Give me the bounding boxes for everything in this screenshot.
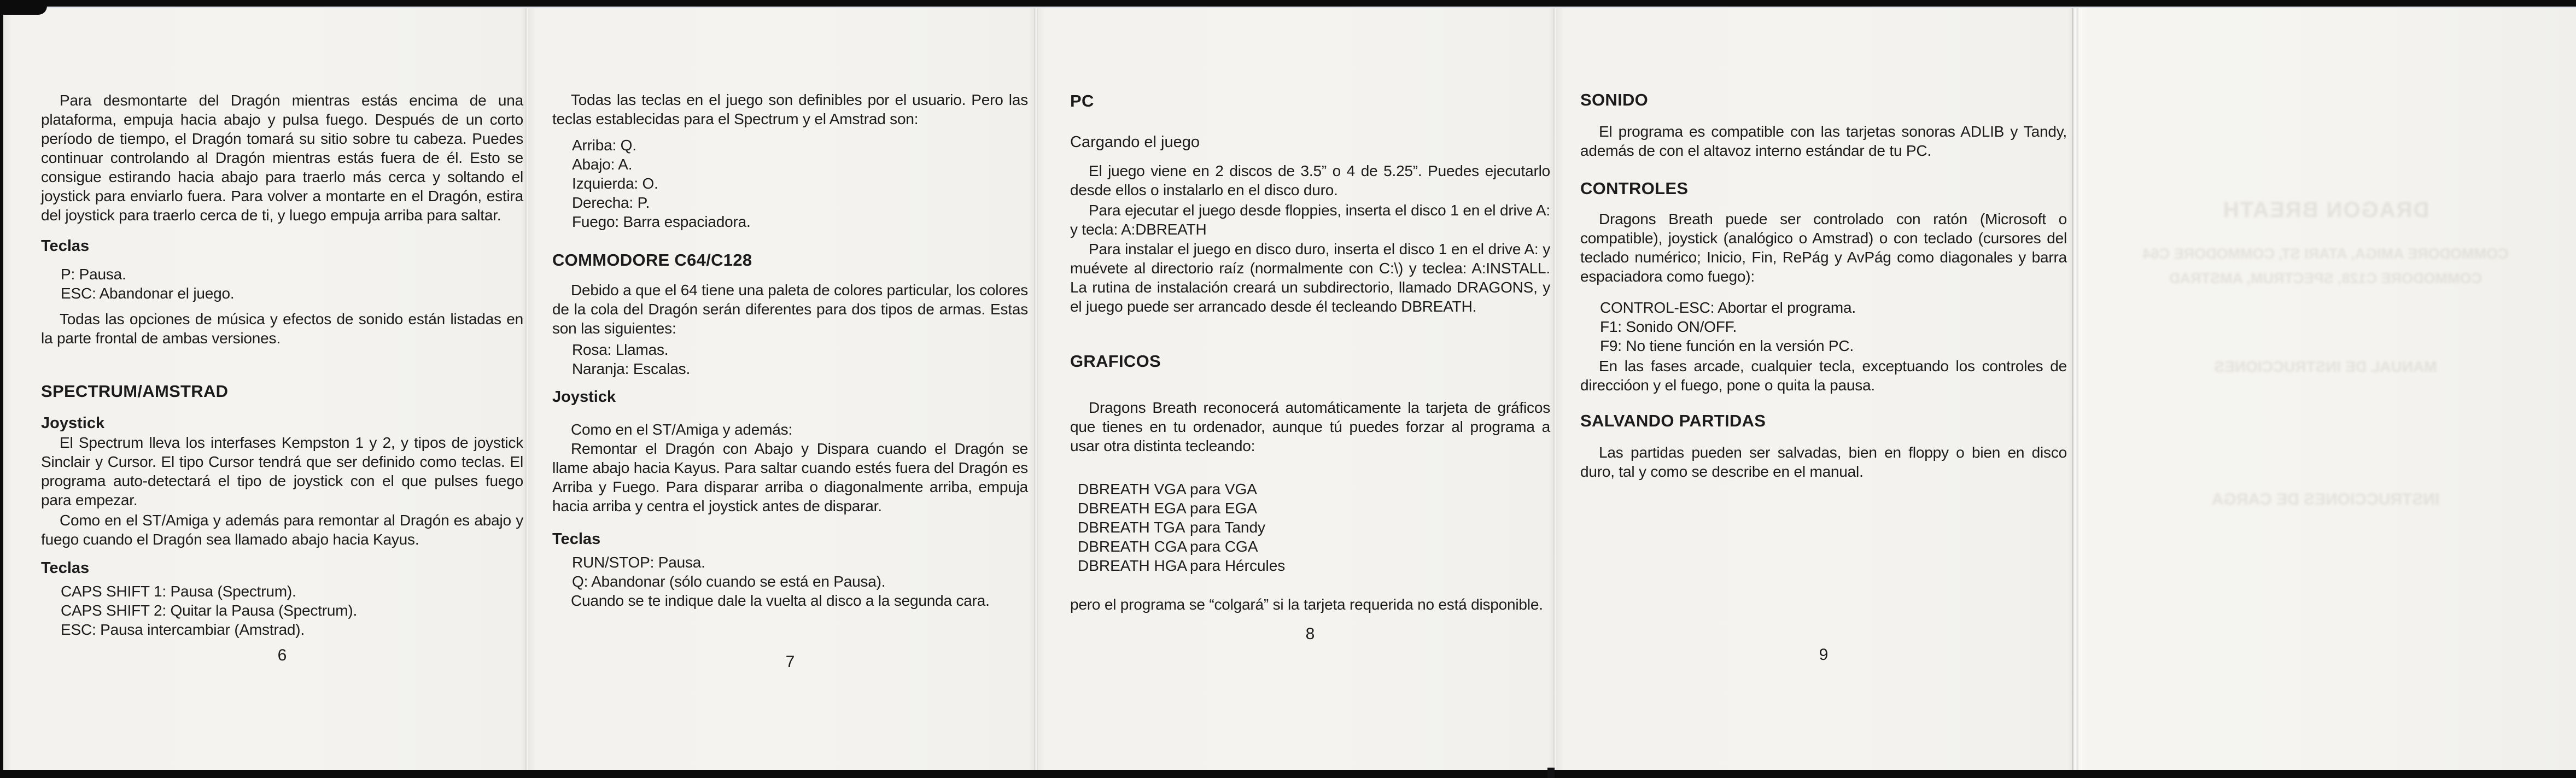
fold-crease bbox=[1553, 7, 1557, 770]
key-line: RUN/STOP: Pausa. bbox=[572, 554, 705, 571]
heading-teclas: Teclas bbox=[41, 237, 90, 255]
key-line: F9: No tiene función en la versión PC. bbox=[1600, 337, 1854, 354]
page-9 bbox=[1556, 7, 2075, 770]
heading-teclas: Teclas bbox=[552, 530, 601, 548]
command-cell: DBREATH VGA bbox=[1078, 481, 1187, 498]
paragraph: El programa es compatible con las tarjetas sonoras ADLIB y Tandy, además de con el altavoz interno estándar de tu PC. bbox=[1580, 123, 2067, 159]
heading-graficos: GRAFICOS bbox=[1070, 352, 1161, 371]
ghost-line: MANUAL DE INSTRUCCIONES bbox=[2214, 358, 2437, 375]
paragraph: El juego viene en 2 discos de 3.5” o 4 de 5.25”. Puedes ejecutarlo desde ellos o instalarlo en el disco duro. bbox=[1070, 162, 1550, 198]
key-line: Rosa: Llamas. bbox=[572, 341, 669, 358]
key-line: CAPS SHIFT 1: Pausa (Spectrum). bbox=[61, 583, 296, 600]
paragraph: Dragons Breath reconocerá automáticamente la tarjeta de gráficos que tienes en tu ordenador, aunque tú puedes forzar al programa a usar otra distinta tecleando: bbox=[1070, 399, 1550, 454]
page-number: 7 bbox=[785, 653, 795, 671]
key-line: CAPS SHIFT 2: Quitar la Pausa (Spectrum). bbox=[61, 602, 358, 619]
description-cell: para VGA bbox=[1190, 481, 1257, 498]
bleed-through-text bbox=[2075, 198, 2576, 509]
paragraph: Dragons Breath puede ser controlado con ratón (Microsoft o compatible), joystick (analógico o Amstrad) o con teclado (cursores del teclado numérico; Inicio, Fin, RePág y AvPág como diagonales y barra espaciadora como fuego): bbox=[1580, 210, 2067, 285]
description-cell: para EGA bbox=[1190, 500, 1257, 517]
ghost-line: COMMODORE C128, SPECTRUM, AMSTRAD bbox=[2169, 270, 2482, 286]
paragraph: Todas las teclas en el juego son definibles por el usuario. Pero las teclas establecidas para el Spectrum y el Amstrad son: bbox=[552, 91, 1028, 127]
heading-pc: PC bbox=[1070, 91, 1094, 110]
key-list bbox=[1580, 298, 2067, 355]
paragraph: En las fases arcade, cualquier tecla, exceptuando los controles de direccióon y el fuego, pone o quita la pausa. bbox=[1580, 358, 2067, 394]
heading-joystick: Joystick bbox=[552, 388, 616, 406]
page-edge bbox=[2072, 7, 2078, 770]
ghost-line: INSTRUCCIONES DE CARGA bbox=[2211, 490, 2440, 508]
ink-mark bbox=[1547, 768, 1555, 778]
key-list bbox=[41, 582, 523, 639]
command-cell: DBREATH EGA bbox=[1078, 500, 1187, 517]
key-line: Derecha: P. bbox=[572, 194, 650, 211]
paragraph: Todas las opciones de música y efectos de sonido están listadas en la parte frontal de ambas versiones. bbox=[41, 311, 523, 347]
ghost-line: DRAGON BREATH bbox=[2222, 198, 2429, 222]
page-number: 8 bbox=[1305, 625, 1315, 643]
page-number: 9 bbox=[1819, 646, 1829, 664]
key-line: ESC: Abandonar el juego. bbox=[61, 285, 235, 302]
paragraph: Para ejecutar el juego desde floppies, inserta el disco 1 en el drive A: y tecla: A:DBREATH bbox=[1070, 202, 1550, 238]
paragraph: Para desmontarte del Dragón mientras estás encima de una plataforma, empuja hacia abajo y pulsa fuego. Después de un corto período de tiempo, el Dragón tomará su sitio sobre tu cabeza. Puedes continuar controlando al Dragón mientras estás fuera de él. Esto se consigue estirando hacia abajo para traerlo más cerca y soltando el joystick para enviarlo fuera. Para volver a montarte en el Dragón, estira del joystick para traerlo cerca de ti, y luego empuja arriba para saltar. bbox=[41, 92, 523, 224]
heading-joystick: Joystick bbox=[41, 414, 105, 432]
table-row bbox=[1078, 537, 1550, 556]
key-list bbox=[552, 136, 1028, 231]
paragraph: Cuando se te indique dale la vuelta al disco a la segunda cara. bbox=[571, 592, 990, 609]
page-6 bbox=[3, 7, 528, 770]
fold-crease bbox=[525, 7, 529, 770]
paragraph: Como en el ST/Amiga y además: bbox=[571, 421, 793, 438]
heading-controles: CONTROLES bbox=[1580, 179, 1689, 198]
key-line: ESC: Pausa intercambiar (Amstrad). bbox=[61, 621, 305, 638]
key-line: Arriba: Q. bbox=[572, 137, 636, 154]
page-corner-shadow bbox=[0, 0, 47, 15]
paragraph: pero el programa se “colgará” si la tarjeta requerida no está disponible. bbox=[1070, 596, 1543, 613]
table-row bbox=[1078, 518, 1550, 537]
key-line: P: Pausa. bbox=[61, 266, 126, 283]
paragraph: Debido a que el 64 tiene una paleta de colores particular, los colores de la cola del Dragón serán diferentes para dos tipos de armas. Estas son las siguientes: bbox=[552, 282, 1028, 337]
key-line: F1: Sonido ON/OFF. bbox=[1600, 318, 1737, 335]
heading-spectrum-amstrad: SPECTRUM/AMSTRAD bbox=[41, 382, 229, 401]
description-cell: para Hércules bbox=[1190, 557, 1286, 574]
key-line: Fuego: Barra espaciadora. bbox=[572, 213, 751, 230]
heading-commodore: COMMODORE C64/C128 bbox=[552, 250, 752, 270]
command-cell: DBREATH HGA bbox=[1078, 557, 1188, 574]
description-cell: para CGA bbox=[1190, 538, 1258, 555]
page-8 bbox=[1036, 7, 1556, 770]
command-cell: DBREATH CGA bbox=[1078, 538, 1188, 555]
key-list bbox=[41, 265, 523, 303]
table-row bbox=[1078, 479, 1550, 499]
heading-teclas: Teclas bbox=[41, 559, 90, 577]
scanner-top-bar bbox=[0, 0, 2576, 7]
graphics-command-table bbox=[1070, 479, 1550, 575]
paragraph: Para instalar el juego en disco duro, inserta el disco 1 en el drive A: y muévete al directorio raíz (normalmente con C:\) y teclea: A:INSTALL. La rutina de instalación creará un subdirectorio, llamado DRAGONS, y el juego puede ser arrancado desde él tecleando DBREATH. bbox=[1070, 241, 1550, 315]
paragraph: Como en el ST/Amiga y además para remontar al Dragón es abajo y fuego cuando el Dragón sea llamado abajo hacia Kayus. bbox=[41, 512, 523, 548]
key-line: CONTROL-ESC: Abortar el programa. bbox=[1600, 299, 1856, 316]
command-cell: DBREATH TGA bbox=[1078, 519, 1185, 536]
key-line: Naranja: Escalas. bbox=[572, 360, 691, 377]
paragraph: Remontar el Dragón con Abajo y Dispara cuando el Dragón se llame abajo hacia Kayus. Para saltar cuando estés fuera del Dragón es Arriba y Fuego. Para disparar arriba o diagonalmente arriba, empuja hacia arriba y centra el joystick antes de disparar. bbox=[552, 440, 1028, 514]
heading-salvando-partidas: SALVANDO PARTIDAS bbox=[1580, 411, 1766, 430]
description-cell: para Tandy bbox=[1190, 519, 1266, 536]
heading-cargando-el-juego: Cargando el juego bbox=[1070, 133, 1200, 151]
page-number: 6 bbox=[277, 646, 287, 664]
paragraph: El Spectrum lleva los interfases Kempston 1 y 2, y tipos de joystick Sinclair y Cursor. El tipo Cursor tendrá que ser definido como teclas. El programa auto-detectará el tipo de joystick con el que pulses fuego para empezar. bbox=[41, 434, 523, 508]
key-line: Abajo: A. bbox=[572, 156, 633, 173]
key-line: Izquierda: O. bbox=[572, 175, 658, 192]
table-row bbox=[1078, 499, 1550, 518]
key-line: Q: Abandonar (sólo cuando se está en Pausa). bbox=[572, 573, 886, 590]
table-row bbox=[1078, 556, 1550, 575]
fold-crease bbox=[1034, 7, 1038, 770]
back-panel bbox=[2075, 7, 2576, 770]
ghost-line: COMMODORE AMIGA, ATARI ST, COMMODORE C64 bbox=[2142, 245, 2509, 262]
key-list bbox=[552, 340, 1028, 378]
page-7 bbox=[528, 7, 1036, 770]
heading-sonido: SONIDO bbox=[1580, 90, 1649, 109]
key-list bbox=[552, 553, 1028, 591]
paragraph: Las partidas pueden ser salvadas, bien en floppy o bien en disco duro, tal y como se describe en el manual. bbox=[1580, 444, 2067, 480]
